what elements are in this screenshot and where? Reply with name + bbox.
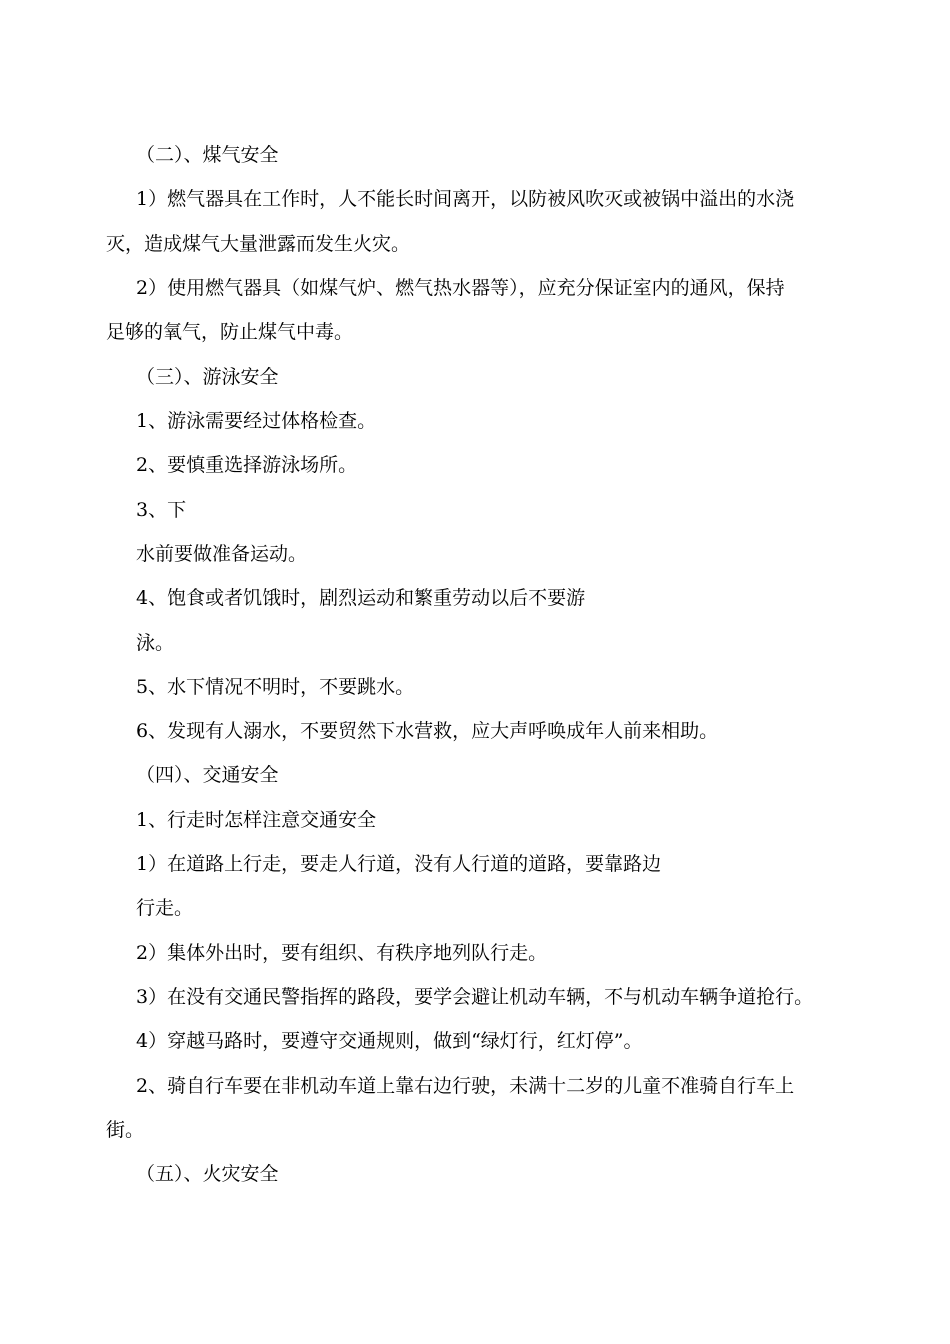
paragraph-line: 3）在没有交通民警指挥的路段，要学会避让机动车辆，不与机动车辆争道抢行。 <box>136 986 814 1008</box>
paragraph-line: 2、骑自行车要在非机动车道上靠右边行驶，未满十二岁的儿童不准骑自行车上 <box>136 1075 795 1097</box>
paragraph-line: 水前要做准备运动。 <box>136 543 308 565</box>
paragraph-line: 4、饱食或者饥饿时，剧烈运动和繁重劳动以后不要游 <box>136 587 586 609</box>
paragraph-line: 5、水下情况不明时，不要跳水。 <box>136 676 415 698</box>
paragraph-line: 2、要慎重选择游泳场所。 <box>136 454 358 476</box>
paragraph-line: 行走。 <box>136 897 194 919</box>
paragraph-line: 灭，造成煤气大量泄露而发生火灾。 <box>106 233 411 255</box>
paragraph-line: 泳。 <box>136 632 175 654</box>
paragraph-line: 足够的氧气，防止煤气中毒。 <box>106 321 354 343</box>
paragraph-line: 1、游泳需要经过体格检查。 <box>136 410 377 432</box>
section-heading-traffic-safety: （四）、交通安全 <box>136 764 279 786</box>
section-heading-fire-safety: （五）、火灾安全 <box>136 1163 279 1185</box>
paragraph-line: 1）燃气器具在工作时，人不能长时间离开，以防被风吹灭或被锅中溢出的水浇 <box>136 188 795 210</box>
section-heading-gas-safety: （二）、煤气安全 <box>136 144 279 166</box>
paragraph-line: 6、发现有人溺水，不要贸然下水营救，应大声呼唤成年人前来相助。 <box>136 720 719 742</box>
paragraph-line: 1）在道路上行走，要走人行道，没有人行道的道路，要靠路边 <box>136 853 662 875</box>
paragraph-line: 2）集体外出时，要有组织、有秩序地列队行走。 <box>136 942 548 964</box>
paragraph-line: 3、下 <box>136 499 187 521</box>
paragraph-line: 1、行走时怎样注意交通安全 <box>136 809 377 831</box>
paragraph-line: 街。 <box>106 1119 145 1141</box>
section-heading-swimming-safety: （三）、游泳安全 <box>136 366 279 388</box>
paragraph-line: 4）穿越马路时，要遵守交通规则，做到“绿灯行，红灯停”。 <box>136 1030 643 1052</box>
paragraph-line: 2）使用燃气器具（如煤气炉、燃气热水器等），应充分保证室内的通风，保持 <box>136 277 785 299</box>
